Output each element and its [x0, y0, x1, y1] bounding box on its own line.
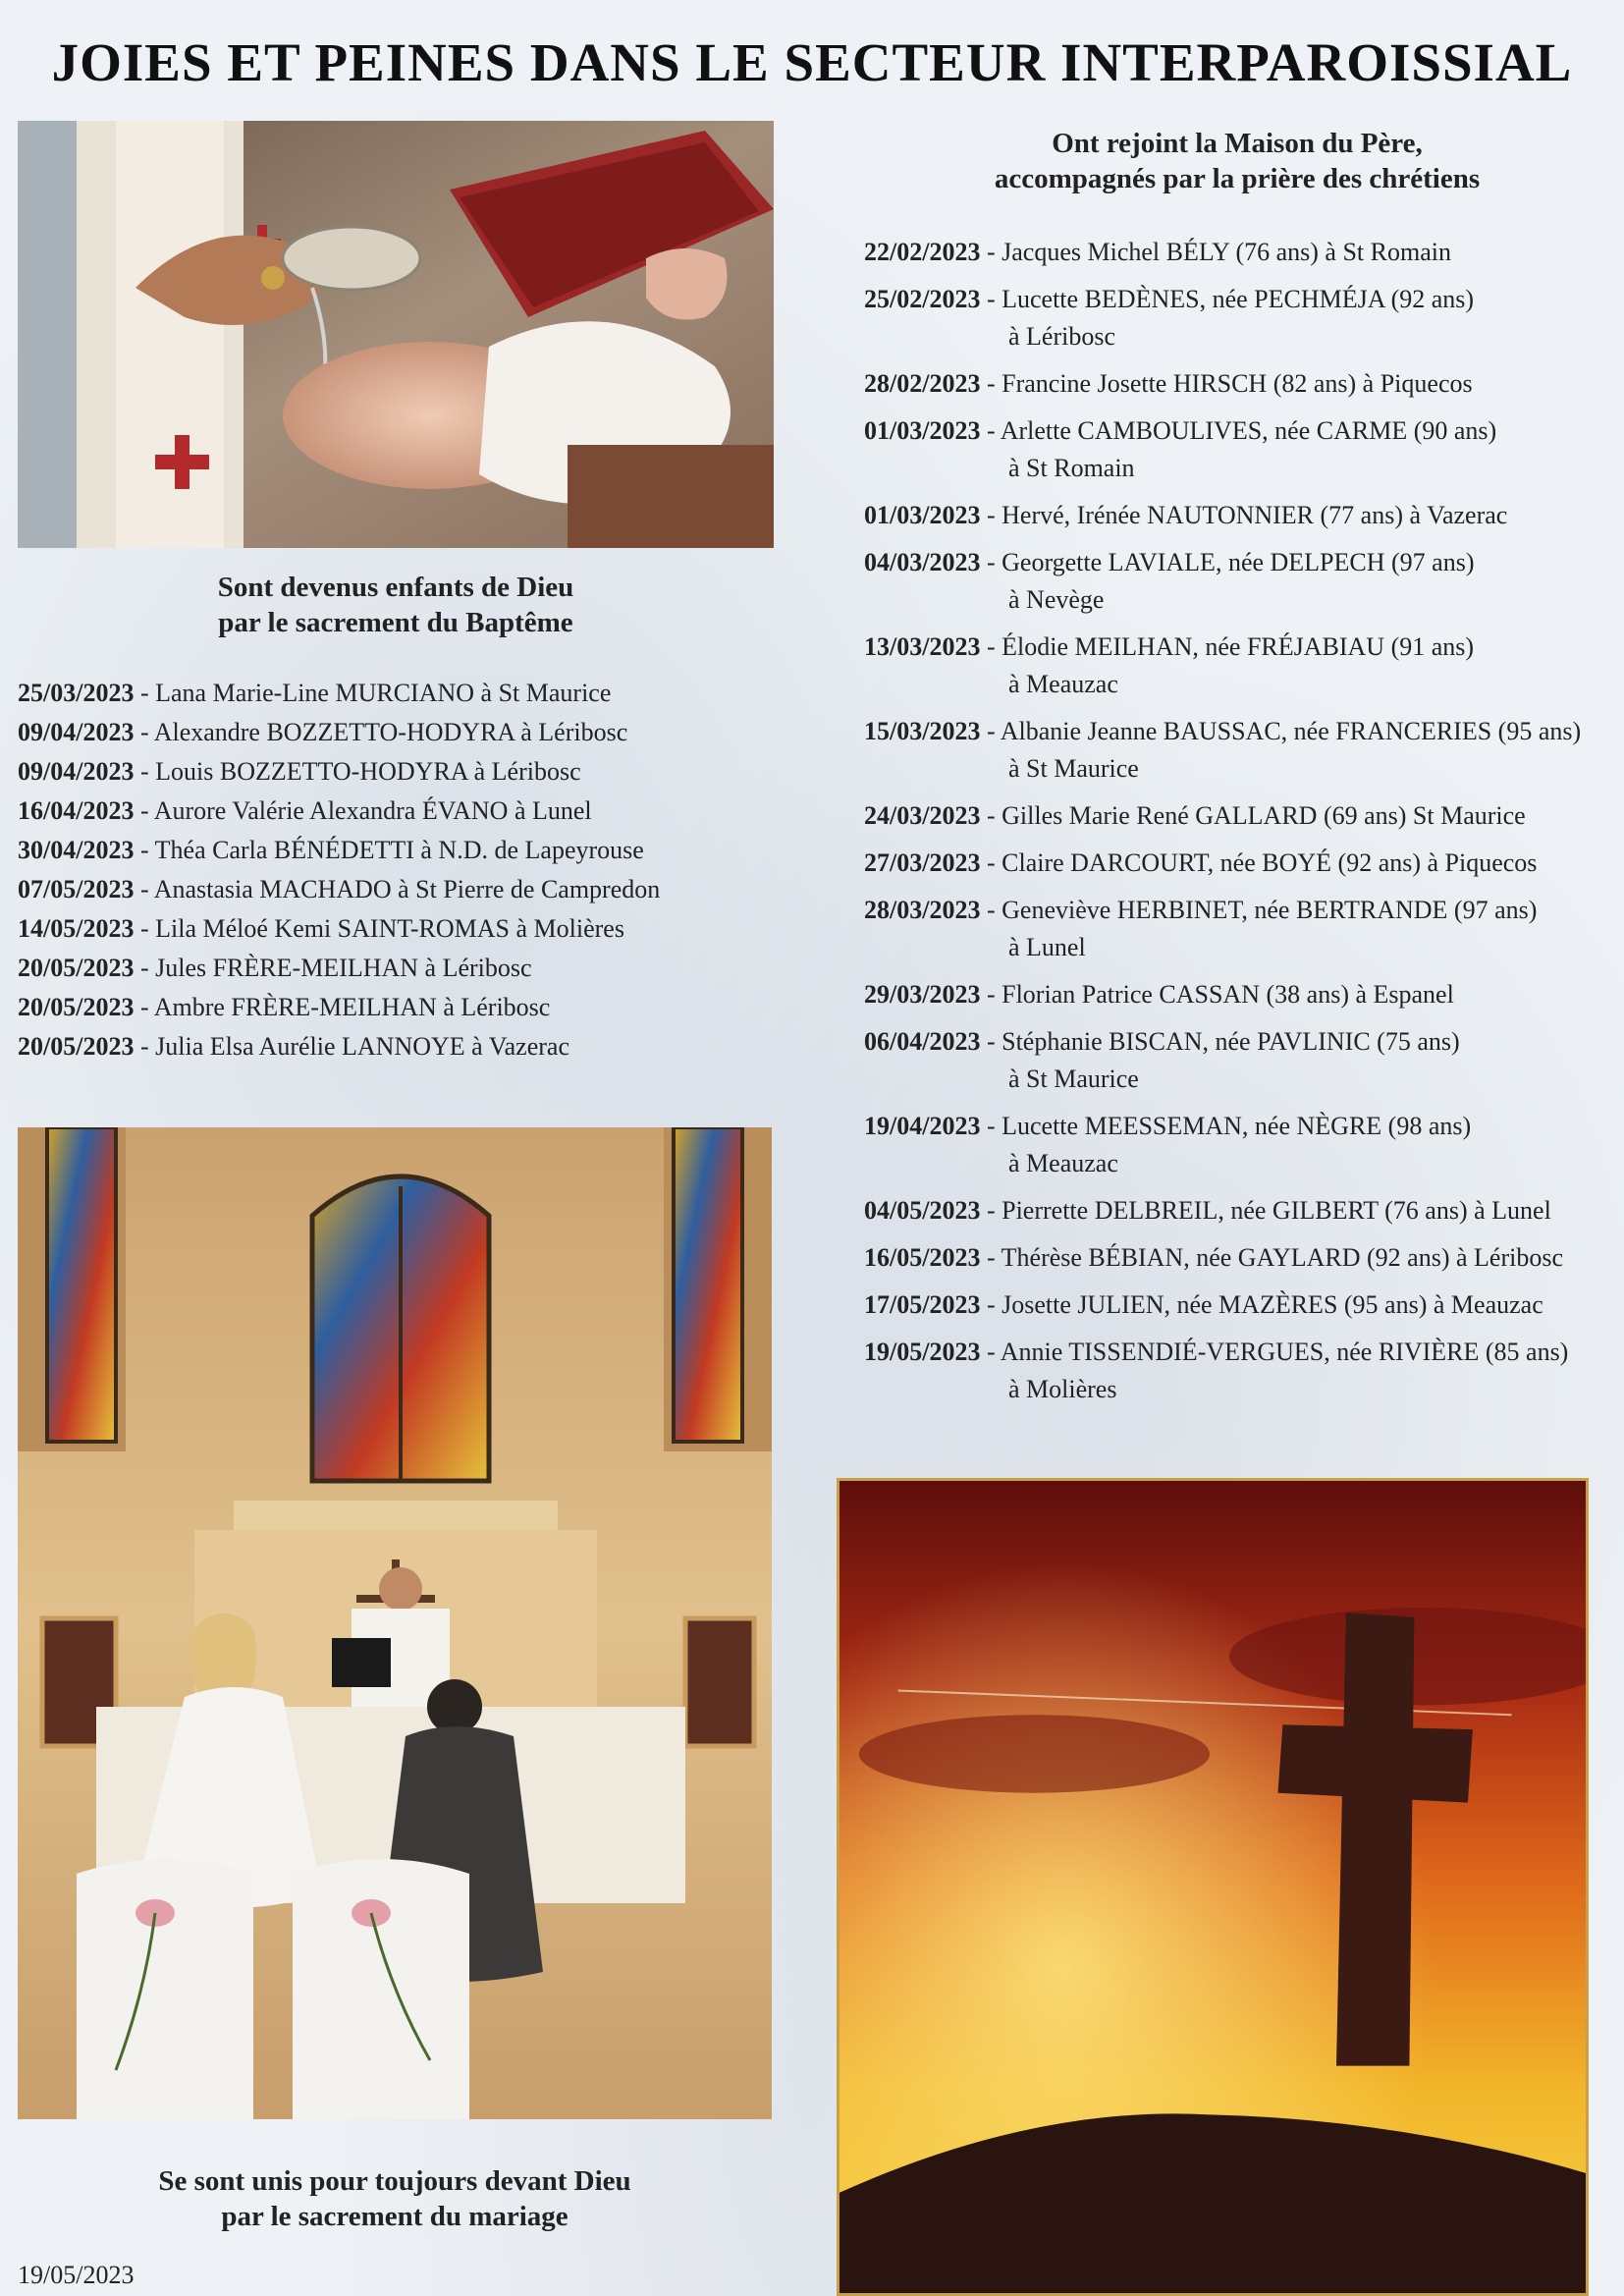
death-entry-place: à St Maurice [1008, 1065, 1139, 1093]
death-entry-date: 22/02/2023 [864, 238, 981, 266]
separator: - [980, 238, 1002, 266]
death-entry-place: à Lunel [1008, 933, 1086, 961]
baptism-entry [18, 792, 774, 831]
death-entry-line [864, 1286, 1610, 1324]
baptism-entry [18, 870, 774, 909]
baptism-heading-line1: Sont devenus enfants de Dieu [217, 572, 574, 603]
death-entry-date: 19/05/2023 [864, 1338, 981, 1366]
separator: - [980, 416, 1001, 445]
baptism-photo [18, 121, 774, 548]
death-entry-date: 16/05/2023 [864, 1243, 981, 1272]
baptism-entry-text: Lila Méloé Kemi SAINT-ROMAS à Molières [155, 914, 624, 943]
death-entry [864, 892, 1610, 966]
separator: - [980, 285, 1002, 313]
separator: - [134, 679, 156, 707]
death-entry [864, 976, 1610, 1013]
baptism-heading [18, 570, 774, 640]
baptism-entry-text: Julia Elsa Aurélie LANNOYE à Vazerac [155, 1032, 569, 1061]
baptism-list [18, 674, 774, 1066]
baptism-entry-text: Louis BOZZETTO-HODYRA à Léribosc [155, 757, 581, 786]
death-entry-date: 19/04/2023 [864, 1112, 981, 1140]
separator: - [980, 980, 1002, 1009]
baptism-entry [18, 909, 774, 949]
deaths-list [864, 234, 1610, 1418]
death-entry-date: 06/04/2023 [864, 1027, 981, 1056]
death-entry [864, 1334, 1610, 1408]
death-entry-date: 28/02/2023 [864, 369, 981, 398]
death-entry [864, 1108, 1610, 1182]
death-entry-line [864, 1023, 1610, 1061]
death-entry-place: à Molières [1008, 1375, 1117, 1403]
death-entry [864, 544, 1610, 619]
baptism-entry-date: 09/04/2023 [18, 718, 135, 746]
death-entry-text: Florian Patrice CASSAN (38 ans) à Espanel [1001, 980, 1454, 1009]
baptism-entry-text: Anastasia MACHADO à St Pierre de Campredon [153, 875, 661, 903]
death-entry-date: 28/03/2023 [864, 896, 981, 924]
death-entry-date: 15/03/2023 [864, 717, 981, 745]
death-entry-text: Lucette BEDÈNES, née PECHMÉJA (92 ans) [1001, 285, 1475, 313]
death-entry-text: Geneviève HERBINET, née BERTRANDE (97 ans) [1001, 896, 1538, 924]
baptism-entry-date: 07/05/2023 [18, 875, 135, 903]
separator: - [134, 1032, 156, 1061]
death-entry-line [864, 713, 1610, 750]
death-entry-date: 01/03/2023 [864, 416, 981, 445]
cross-sunset-photo [837, 1478, 1589, 2296]
death-entry [864, 1023, 1610, 1098]
death-entry-text: Hervé, Irénée NAUTONNIER (77 ans) à Vazerac [1001, 501, 1508, 529]
death-entry [864, 713, 1610, 788]
death-entry-text: Claire DARCOURT, née BOYÉ (92 ans) à Piquecos [1001, 848, 1538, 877]
death-entry-date: 17/05/2023 [864, 1290, 981, 1319]
death-entry-text: Arlette CAMBOULIVES, née CARME (90 ans) [1000, 416, 1497, 445]
baptism-entry-date: 20/05/2023 [18, 1032, 135, 1061]
death-entry-line [864, 1108, 1610, 1145]
baptism-entry-date: 16/04/2023 [18, 796, 135, 825]
marriage-heading [18, 2163, 772, 2234]
baptism-entry-date: 09/04/2023 [18, 757, 135, 786]
baptism-entry-date: 25/03/2023 [18, 679, 135, 707]
wedding-photo [18, 1127, 772, 2119]
death-entry-place: à St Maurice [1008, 754, 1139, 783]
footer-date: 19/05/2023 [18, 2261, 135, 2289]
separator: - [980, 1027, 1002, 1056]
deaths-heading [864, 126, 1610, 196]
death-entry-text: Pierrette DELBREIL, née GILBERT (76 ans) à Lunel [1001, 1196, 1551, 1225]
baptism-entry-text: Aurore Valérie Alexandra ÉVANO à Lunel [153, 796, 592, 825]
death-entry [864, 234, 1610, 271]
baptism-entry [18, 752, 774, 792]
death-entry [864, 1239, 1610, 1277]
separator: - [980, 717, 1001, 745]
baptism-entry-date: 14/05/2023 [18, 914, 135, 943]
separator: - [980, 632, 1002, 661]
separator: - [980, 548, 1002, 576]
separator: - [980, 1196, 1002, 1225]
death-entry [864, 797, 1610, 835]
death-entry-place: à Léribosc [1008, 322, 1116, 351]
death-entry-line [864, 892, 1610, 929]
marriage-heading-line2: par le sacrement du mariage [221, 2201, 568, 2232]
death-entry-text: Albanie Jeanne BAUSSAC, née FRANCERIES (95 ans) [1000, 717, 1582, 745]
death-entry-line [864, 1334, 1610, 1371]
separator: - [134, 993, 154, 1021]
separator: - [980, 1338, 1001, 1366]
death-entry-line [864, 497, 1610, 534]
death-entry-text: Georgette LAVIALE, née DELPECH (97 ans) [1001, 548, 1475, 576]
death-entry [864, 497, 1610, 534]
death-entry-date: 13/03/2023 [864, 632, 981, 661]
deaths-heading-line2: accompagnés par la prière des chrétiens [994, 163, 1481, 194]
baptism-entry [18, 674, 774, 713]
separator: - [134, 836, 155, 864]
separator: - [134, 757, 156, 786]
death-entry-date: 04/03/2023 [864, 548, 981, 576]
separator: - [134, 875, 154, 903]
death-entry-place: à Nevège [1008, 585, 1105, 614]
baptism-entry [18, 988, 774, 1027]
death-entry-line [864, 797, 1610, 835]
baptism-entry-date: 20/05/2023 [18, 954, 135, 982]
death-entry [864, 845, 1610, 882]
baptism-entry [18, 831, 774, 870]
separator: - [980, 896, 1002, 924]
separator: - [980, 848, 1002, 877]
death-entry-text: Lucette MEESSEMAN, née NÈGRE (98 ans) [1001, 1112, 1472, 1140]
separator: - [980, 801, 1002, 830]
death-entry-line [864, 1192, 1610, 1230]
separator: - [134, 954, 156, 982]
separator: - [134, 914, 156, 943]
death-entry [864, 1286, 1610, 1324]
death-entry-line [864, 281, 1610, 318]
separator: - [134, 796, 154, 825]
death-entry-date: 04/05/2023 [864, 1196, 981, 1225]
death-entry-line [864, 845, 1610, 882]
death-entry-line [864, 544, 1610, 581]
baptism-entry [18, 949, 774, 988]
death-entry-place: à Meauzac [1008, 670, 1118, 698]
death-entry-date: 25/02/2023 [864, 285, 981, 313]
page-title: JOIES ET PEINES DANS LE SECTEUR INTERPAROISSIAL [51, 32, 1573, 92]
death-entry-text: Francine Josette HIRSCH (82 ans) à Piquecos [1001, 369, 1473, 398]
death-entry-text: Annie TISSENDIÉ-VERGUES, née RIVIÈRE (85 ans) [1000, 1338, 1569, 1366]
death-entry-text: Gilles Marie René GALLARD (69 ans) St Maurice [1001, 801, 1526, 830]
death-entry-date: 29/03/2023 [864, 980, 981, 1009]
separator: - [134, 718, 154, 746]
death-entry-place: à Meauzac [1008, 1149, 1118, 1177]
death-entry-line [864, 365, 1610, 403]
death-entry-place: à St Romain [1008, 454, 1135, 482]
baptism-entry-text: Alexandre BOZZETTO-HODYRA à Léribosc [153, 718, 628, 746]
death-entry-date: 01/03/2023 [864, 501, 981, 529]
death-entry [864, 281, 1610, 355]
separator: - [980, 1290, 1002, 1319]
death-entry-line [864, 234, 1610, 271]
death-entry-line [864, 412, 1610, 450]
death-entry-text: Thérèse BÉBIAN, née GAYLARD (92 ans) à Léribosc [1001, 1243, 1563, 1272]
separator: - [980, 1112, 1002, 1140]
death-entry-text: Josette JULIEN, née MAZÈRES (95 ans) à Meauzac [1001, 1290, 1543, 1319]
baptism-entry [18, 713, 774, 752]
separator: - [980, 1243, 1001, 1272]
death-entry-line [864, 629, 1610, 666]
separator: - [980, 369, 1002, 398]
death-entry-text: Jacques Michel BÉLY (76 ans) à St Romain [1001, 238, 1451, 266]
death-entry-text: Élodie MEILHAN, née FRÉJABIAU (91 ans) [1001, 632, 1475, 661]
death-entry-date: 24/03/2023 [864, 801, 981, 830]
death-entry-line [864, 976, 1610, 1013]
deaths-heading-line1: Ont rejoint la Maison du Père, [1052, 128, 1423, 159]
baptism-entry-text: Théa Carla BÉNÉDETTI à N.D. de Lapeyrouse [154, 836, 644, 864]
death-entry [864, 1192, 1610, 1230]
baptism-entry-text: Lana Marie-Line MURCIANO à St Maurice [155, 679, 612, 707]
baptism-entry-text: Jules FRÈRE-MEILHAN à Léribosc [155, 954, 532, 982]
death-entry [864, 412, 1610, 487]
death-entry [864, 365, 1610, 403]
death-entry-date: 27/03/2023 [864, 848, 981, 877]
death-entry [864, 629, 1610, 703]
baptism-entry-text: Ambre FRÈRE-MEILHAN à Léribosc [153, 993, 551, 1021]
baptism-entry-date: 30/04/2023 [18, 836, 135, 864]
death-entry-line [864, 1239, 1610, 1277]
baptism-heading-line2: par le sacrement du Baptême [218, 607, 573, 638]
death-entry-text: Stéphanie BISCAN, née PAVLINIC (75 ans) [1001, 1027, 1460, 1056]
baptism-entry-date: 20/05/2023 [18, 993, 135, 1021]
marriage-heading-line1: Se sont unis pour toujours devant Dieu [158, 2165, 631, 2197]
separator: - [980, 501, 1002, 529]
baptism-entry [18, 1027, 774, 1066]
